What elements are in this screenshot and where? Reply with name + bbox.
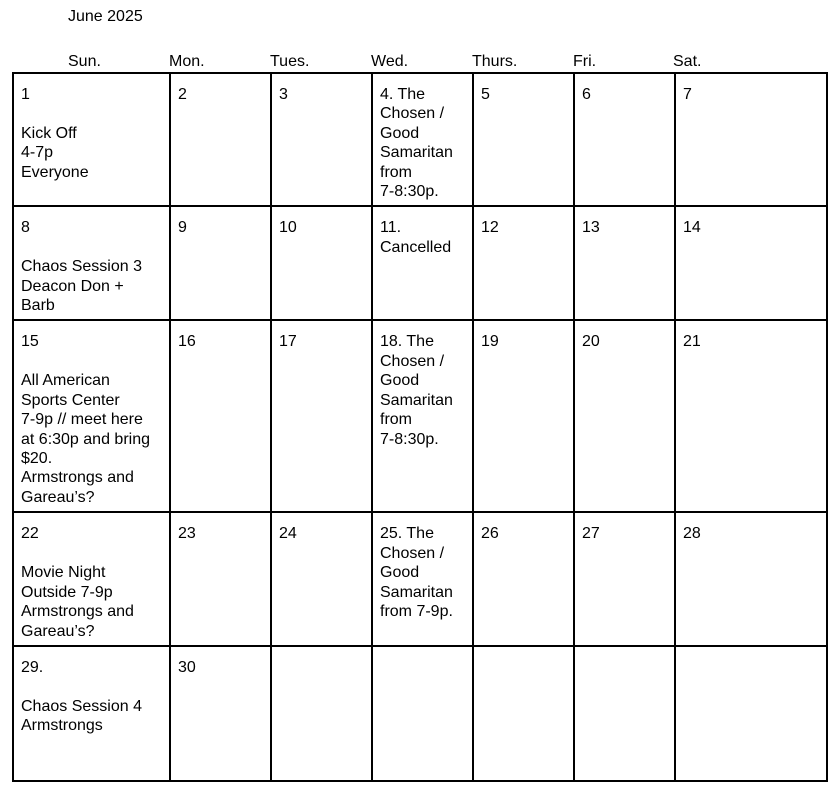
week-row (13, 646, 827, 781)
day-cell: 20 (574, 320, 675, 512)
day-cell (574, 646, 675, 781)
calendar-grid (12, 72, 828, 782)
day-header-wed: Wed. (371, 53, 409, 70)
day-cell: 27 (574, 512, 675, 645)
day-header-tue: Tues. (270, 53, 310, 70)
day-cell: 25. The Chosen / Good Samaritan from 7-9p. (372, 512, 473, 645)
day-cell (271, 646, 372, 781)
day-cell: 4. The Chosen / Good Samaritan from 7-8:30p. (372, 73, 473, 206)
day-cell: 5 (473, 73, 574, 206)
day-cell: 17 (271, 320, 372, 512)
day-header-thu: Thurs. (472, 53, 518, 70)
day-cell (372, 646, 473, 781)
day-cell: 29. Chaos Session 4 Armstrongs (13, 646, 170, 781)
day-cell: 1 Kick Off 4-7p Everyone (13, 73, 170, 206)
day-cell: 7 (675, 73, 827, 206)
day-cell: 6 (574, 73, 675, 206)
day-cell: 13 (574, 206, 675, 320)
day-cell: 9 (170, 206, 271, 320)
day-cell: 3 (271, 73, 372, 206)
day-cell: 14 (675, 206, 827, 320)
week-row (13, 73, 827, 206)
day-cell: 24 (271, 512, 372, 645)
day-cell: 19 (473, 320, 574, 512)
day-cell: 16 (170, 320, 271, 512)
day-cell: 21 (675, 320, 827, 512)
day-cell: 28 (675, 512, 827, 645)
day-header-mon: Mon. (169, 53, 205, 70)
day-cell: 30 (170, 646, 271, 781)
week-row (13, 320, 827, 512)
day-cell (675, 646, 827, 781)
day-cell: 26 (473, 512, 574, 645)
day-cell: 2 (170, 73, 271, 206)
day-cell: 22 Movie Night Outside 7-9p Armstrongs and Gareau’s? (13, 512, 170, 645)
day-cell: 12 (473, 206, 574, 320)
day-header-sat: Sat. (673, 53, 702, 70)
day-header-fri: Fri. (573, 53, 597, 70)
week-row (13, 206, 827, 320)
day-cell: 23 (170, 512, 271, 645)
week-row (13, 512, 827, 645)
day-cell (473, 646, 574, 781)
day-cell: 15 All American Sports Center 7-9p // meet here at 6:30p and bring $20. Armstrongs and Gareau’s? (13, 320, 170, 512)
day-cell: 10 (271, 206, 372, 320)
day-cell: 11. Cancelled (372, 206, 473, 320)
day-cell: 8 Chaos Session 3 Deacon Don + Barb (13, 206, 170, 320)
day-header-sun: Sun. (68, 53, 101, 70)
calendar-title: June 2025 (68, 8, 143, 25)
day-cell: 18. The Chosen / Good Samaritan from 7-8:30p. (372, 320, 473, 512)
day-of-week-header (12, 53, 825, 71)
